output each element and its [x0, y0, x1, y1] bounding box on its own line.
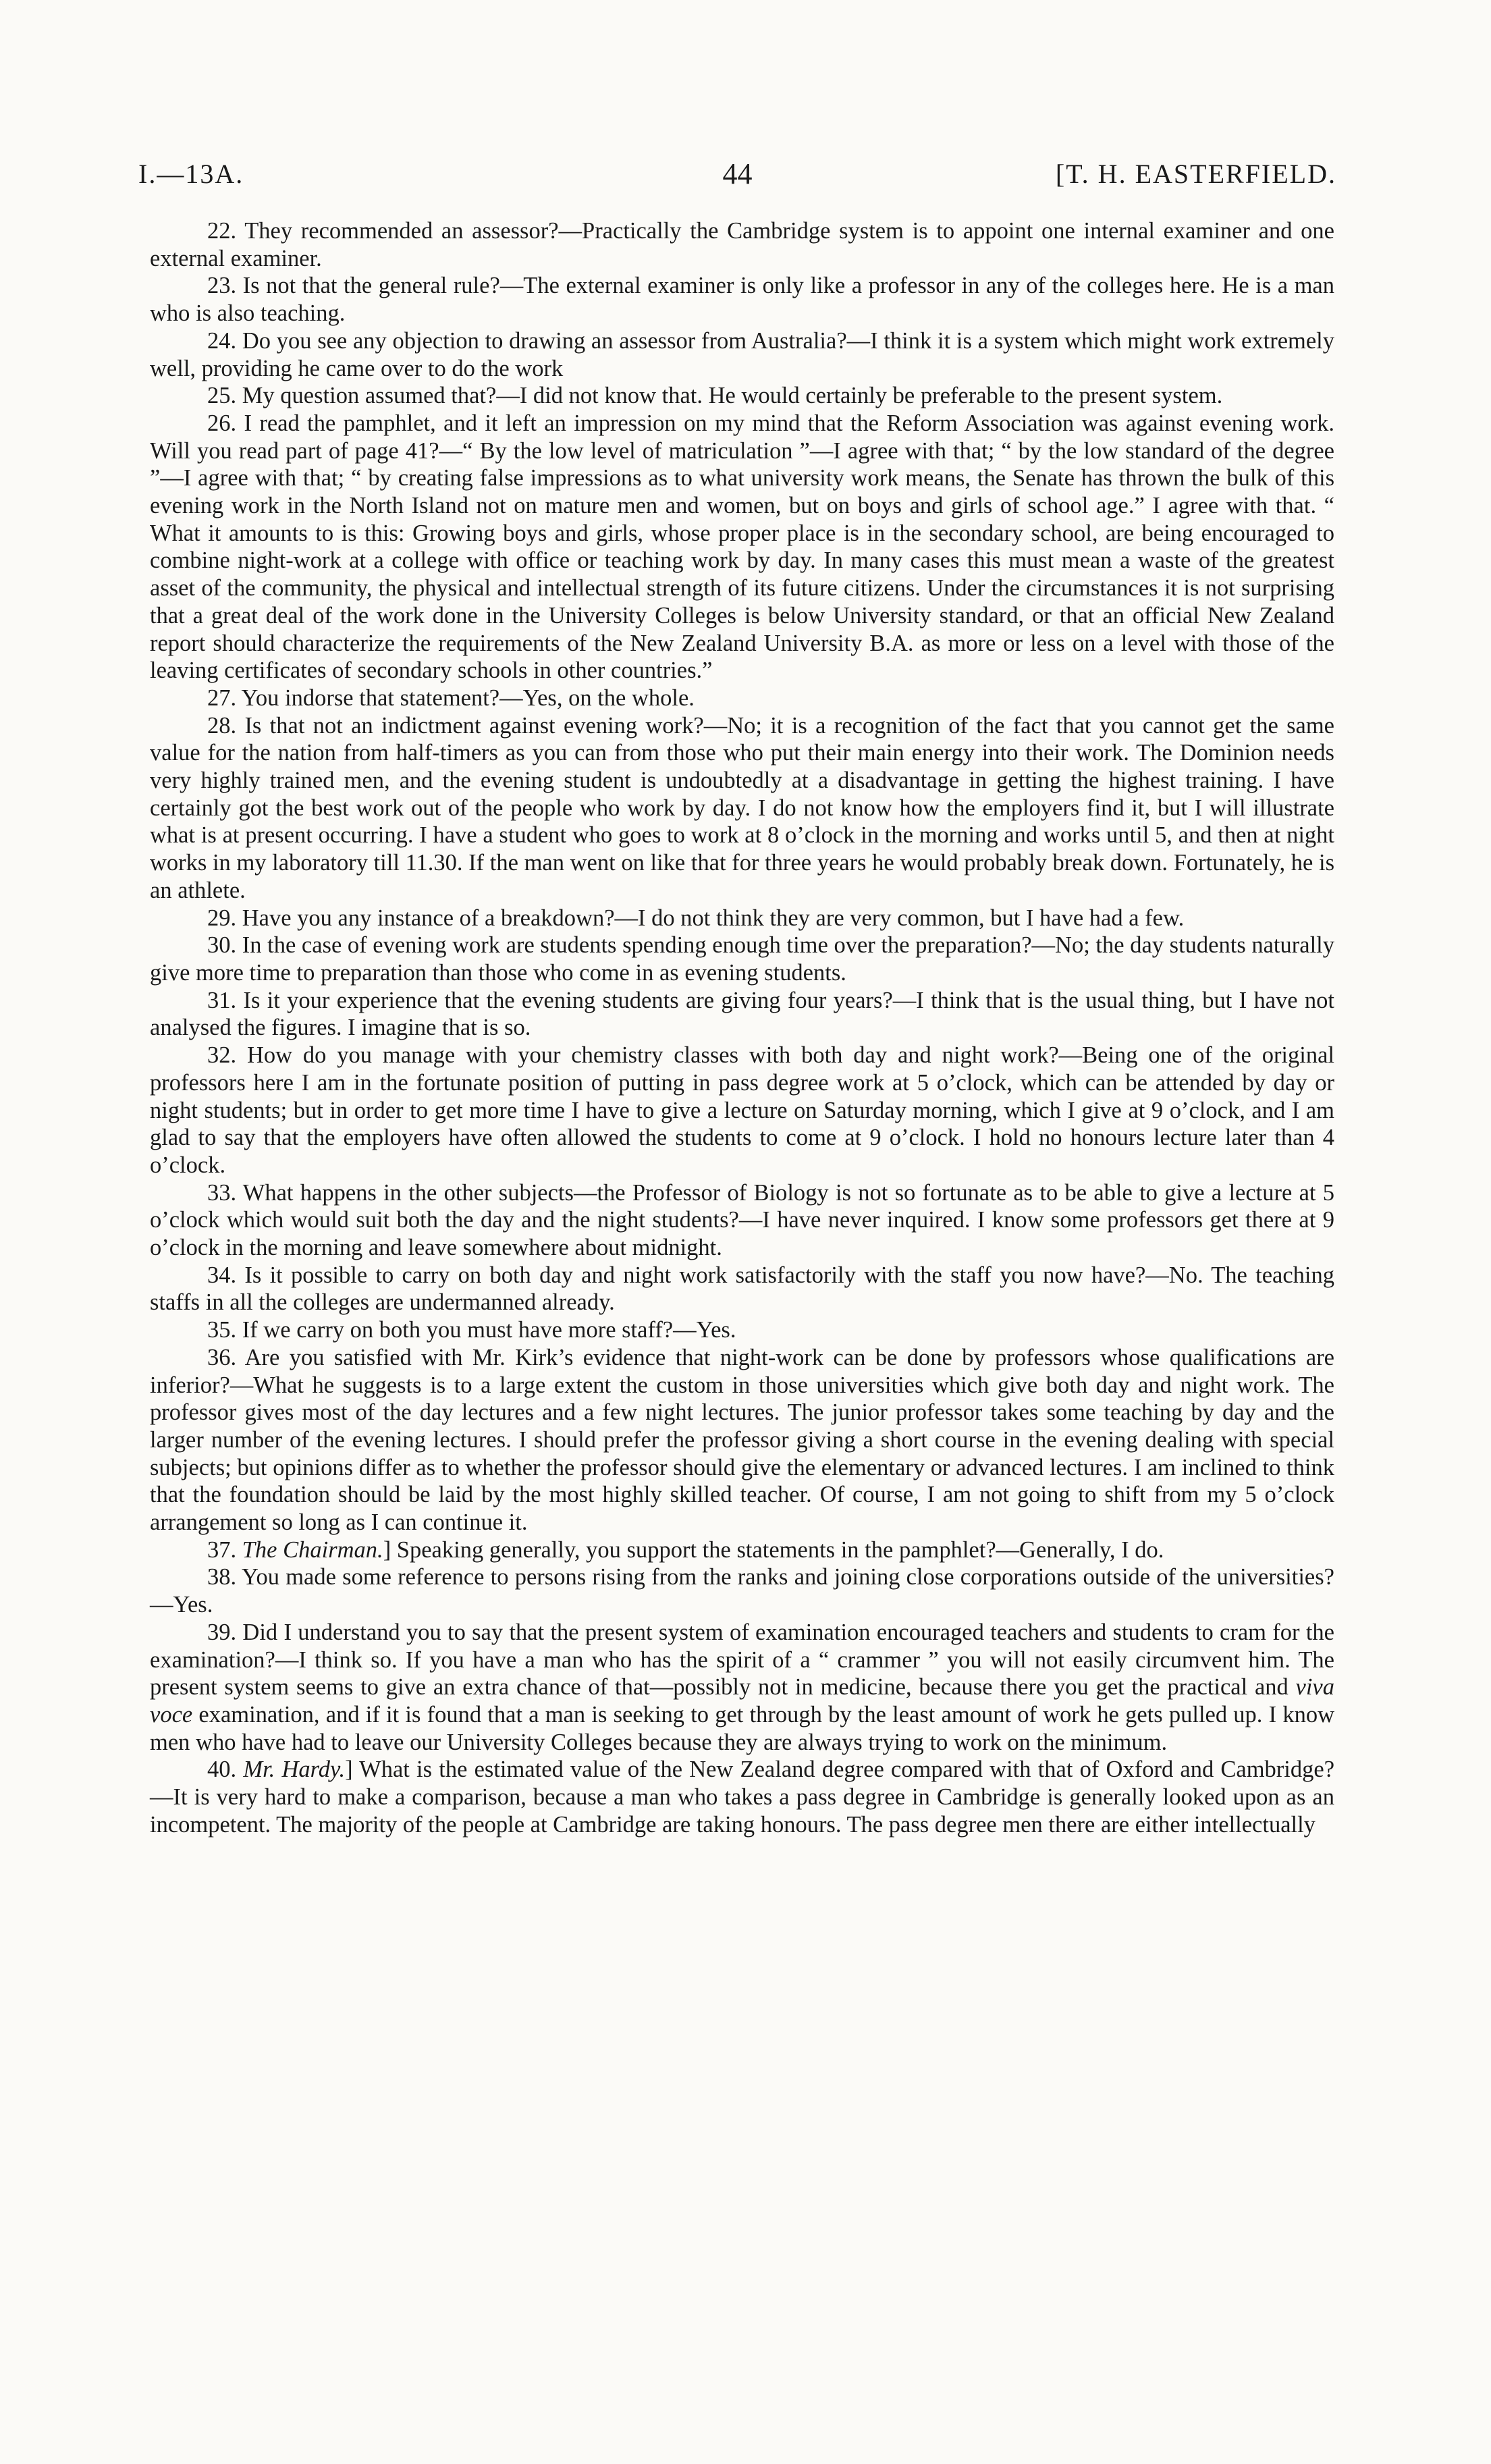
page-header: [138, 154, 1336, 194]
paragraph-34: 34. Is it possible to carry on both day and night work satisfactorily with the staff you now have?—No. The teaching staffs in all the colleges are undermanned already.: [150, 1262, 1334, 1316]
speaker-name: The Chairman.: [242, 1536, 383, 1563]
speaker-name: Mr. Hardy.: [243, 1757, 346, 1783]
paragraph-text-end: examination, and if it is found that a man is seeking to get through by the least amount of work he gets pulled up. I know men who have had to leave our University Colleges because they are always trying to work on the minimum.: [150, 1701, 1334, 1755]
paragraph-28: 28. Is that not an indictment against evening work?—No; it is a recognition of the fact that you cannot get the same value for the nation from half-timers as you can from those who put their main energy into their work. The Dominion needs very highly trained men, and the evening student is undoubtedly at a disadvantage in getting the highest training. I have certainly got the best work out of the people who work by day. I do not know how the employers find it, but I will illustrate what is at present occurring. I have a student who goes to work at 8 o’clock in the morning and works until 5, and then at night works in my laboratory till 11.30. If the man went on like that for three years he would probably break down. Fortunately, he is an athlete.: [150, 712, 1334, 903]
paragraph-text: ] Speaking generally, you support the statements in the pamphlet?—Generally, I do.: [383, 1536, 1164, 1563]
paragraph-35: 35. If we carry on both you must have more staff?—Yes.: [207, 1317, 736, 1343]
paragraph-text-start: 39. Did I understand you to say that the present system of examination encouraged teachers and students to cram for the examination?—I think so. If you have a man who has the spirit of a “ crammer ” you will not easily circumvent him. The present system seems to give an extra chance of that—possibly not in medicine, because there you get the practical and: [150, 1619, 1334, 1700]
paragraph-text: ] What is the estimated value of the New Zealand degree compared with that of Oxford and Cambridge?—It is very hard to make a comparison, because a man who takes a pass degree in Cambridge is generally looked upon as an incompetent. The majority of the people at Cambridge are taking honours. The pass degree men there are either intellectually: [150, 1757, 1335, 1838]
paragraph-32: 32. How do you manage with your chemistry classes with both day and night work?—Being one of the original professors here I am in the fortunate position of putting in pass degree work at 5 o’clock, which can be attended by day or night students; but in order to get more time I have to give a lecture on Saturday morning, which I give at 9 o’clock, and I am glad to say that the employers have often allowed the students to come at 9 o’clock. I hold no honours lecture later than 4 o’clock.: [150, 1042, 1334, 1178]
paragraph-22: 22. They recommended an assessor?—Practically the Cambridge system is to appoint one internal examiner and one external examiner.: [150, 218, 1334, 271]
page-number: 44: [722, 157, 753, 190]
paragraph-27: 27. You indorse that statement?—Yes, on the whole.: [207, 685, 695, 711]
paragraph-26: 26. I read the pamphlet, and it left an impression on my mind that the Reform Association was against evening work. Will you read part of page 41?—“ By the low level of matriculation ”—I agree with that; “ by the low standard of the degree ”—I agree with that; “ by creating false impressions as to what university work means, the Senate has thrown the bulk of this evening work in the North Island not on mature men and women, but on boys and girls of school age.” I agree with that. “ What it amounts to is this: Growing boys and girls, whose proper place is in the secondary school, are being encouraged to combine night-work at a college with office or teaching work by day. In many cases this must mean a waste of the greatest asset of the community, the physical and intellectual strength of its future citizens. Under the circumstances it is not surprising that a great deal of the work done in the University Colleges is below University standard, or that an official New Zealand report should characterize the requirements of the New Zealand University B.A. as more or less on a level with those of the leaving certificates of secondary schools in other countries.”: [150, 410, 1334, 684]
paper-reference: I.—13A.: [138, 159, 244, 189]
witness-name: [T. H. EASTERFIELD.: [1055, 159, 1336, 189]
paragraph-36: 36. Are you satisfied with Mr. Kirk’s evidence that night-work can be done by professors whose qualifications are inferior?—What he suggests is to a large extent the custom in those universities which give both day and night work. The professor gives most of the day lectures and a few night lectures. The junior professor takes some teaching by day and the larger number of the evening lectures. I should prefer the professor giving a short course in the evening dealing with special subjects; but opinions differ as to whether the professor should give the elementary or advanced lectures. I am inclined to think that the foundation should be laid by the most highly skilled teacher. Of course, I am not going to shift from my 5 o’clock arrangement so long as I can continue it.: [150, 1344, 1334, 1536]
paragraph-39: [150, 1619, 1334, 1757]
paragraph-33: 33. What happens in the other subjects—the Professor of Biology is not so fortunate as to be able to give a lecture at 5 o’clock which would suit both the day and the night students?—I have never inquired. I know some professors get there at 9 o’clock in the morning and leave somewhere about midnight.: [150, 1179, 1334, 1261]
paragraph-25: 25. My question assumed that?—I did not know that. He would certainly be preferable to the present system.: [207, 383, 1223, 409]
body-text: [150, 217, 1334, 1838]
paragraph-31: 31. Is it your experience that the evening students are giving four years?—I think that is the usual thing, but I have not analysed the figures. I imagine that is so.: [150, 987, 1334, 1041]
question-number: 37.: [207, 1536, 237, 1563]
paragraph-29: 29. Have you any instance of a breakdown?—I do not think they are very common, but I have had a few.: [207, 905, 1185, 931]
paragraph-30: 30. In the case of evening work are students spending enough time over the preparation?—No; the day students naturally give more time to preparation than those who come in as evening students.: [150, 932, 1334, 986]
paragraph-37: [150, 1536, 1334, 1564]
question-number: 40.: [207, 1757, 237, 1783]
paragraph-23: 23. Is not that the general rule?—The external examiner is only like a professor in any of the colleges here. He is a man who is also teaching.: [150, 273, 1334, 327]
paragraph-24: 24. Do you see any objection to drawing an assessor from Australia?—I think it is a system which might work extremely well, providing he came over to do the work: [150, 327, 1334, 381]
italic-phrase: viva voce: [150, 1674, 1334, 1728]
paragraph-38: 38. You made some reference to persons rising from the ranks and joining close corporations outside of the universities?—Yes.: [150, 1564, 1334, 1618]
paragraph-40: [150, 1756, 1334, 1838]
